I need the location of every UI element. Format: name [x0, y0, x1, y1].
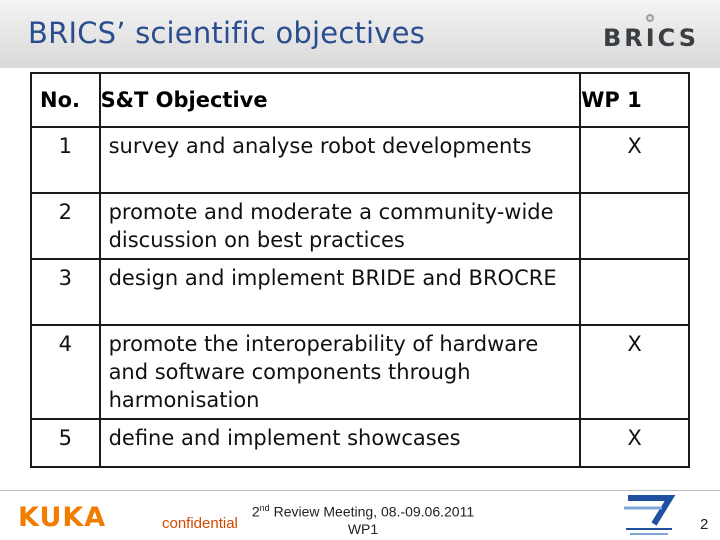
table-header-row — [31, 73, 689, 127]
table-row — [31, 325, 689, 419]
review-ordinal-suffix: nd — [259, 503, 270, 513]
table-row — [31, 259, 689, 325]
page-number: 2 — [700, 516, 709, 533]
row-wp-mark: X — [580, 325, 689, 419]
review-meeting-line — [228, 500, 498, 521]
table-row — [31, 127, 689, 193]
fp7-logo-icon — [620, 494, 678, 538]
row-wp-mark — [580, 193, 689, 259]
row-number: 4 — [31, 325, 100, 419]
footer-divider — [0, 490, 720, 491]
objectives-table — [30, 72, 690, 468]
row-wp-mark: X — [580, 419, 689, 467]
row-wp-mark — [580, 259, 689, 325]
brics-logo-text: BRICS — [602, 24, 700, 52]
row-objective: survey and analyse robot developments — [100, 127, 581, 193]
review-meeting-date: Review Meeting, 08.-09.06.2011 — [269, 503, 475, 520]
row-objective: promote and moderate a community-wide discussion on best practices — [100, 193, 581, 259]
row-number: 2 — [31, 193, 100, 259]
row-wp-mark: X — [580, 127, 689, 193]
review-meeting-text — [228, 500, 498, 538]
row-number: 1 — [31, 127, 100, 193]
row-objective: design and implement BRIDE and BROCRE — [100, 259, 581, 325]
slide-title: BRICS’ scientific objectives — [28, 16, 426, 50]
confidential-label: confidential — [162, 515, 238, 532]
brics-logo-icon — [590, 12, 712, 52]
review-wp: WP1 — [347, 520, 379, 537]
kuka-logo-text: KUKA — [18, 502, 107, 530]
review-ordinal: 2 — [251, 503, 260, 520]
row-objective: define and implement showcases — [100, 419, 581, 467]
table-row — [31, 193, 689, 259]
header-no: No. — [31, 73, 100, 127]
slide-header — [0, 0, 720, 68]
row-objective: promote the interoperability of hardware and software components through harmonisation — [100, 325, 581, 419]
row-number: 3 — [31, 259, 100, 325]
header-objective: S&T Objective — [100, 73, 581, 127]
row-number: 5 — [31, 419, 100, 467]
header-wp: WP 1 — [580, 73, 689, 127]
table-row — [31, 419, 689, 467]
kuka-logo-icon — [18, 502, 148, 530]
